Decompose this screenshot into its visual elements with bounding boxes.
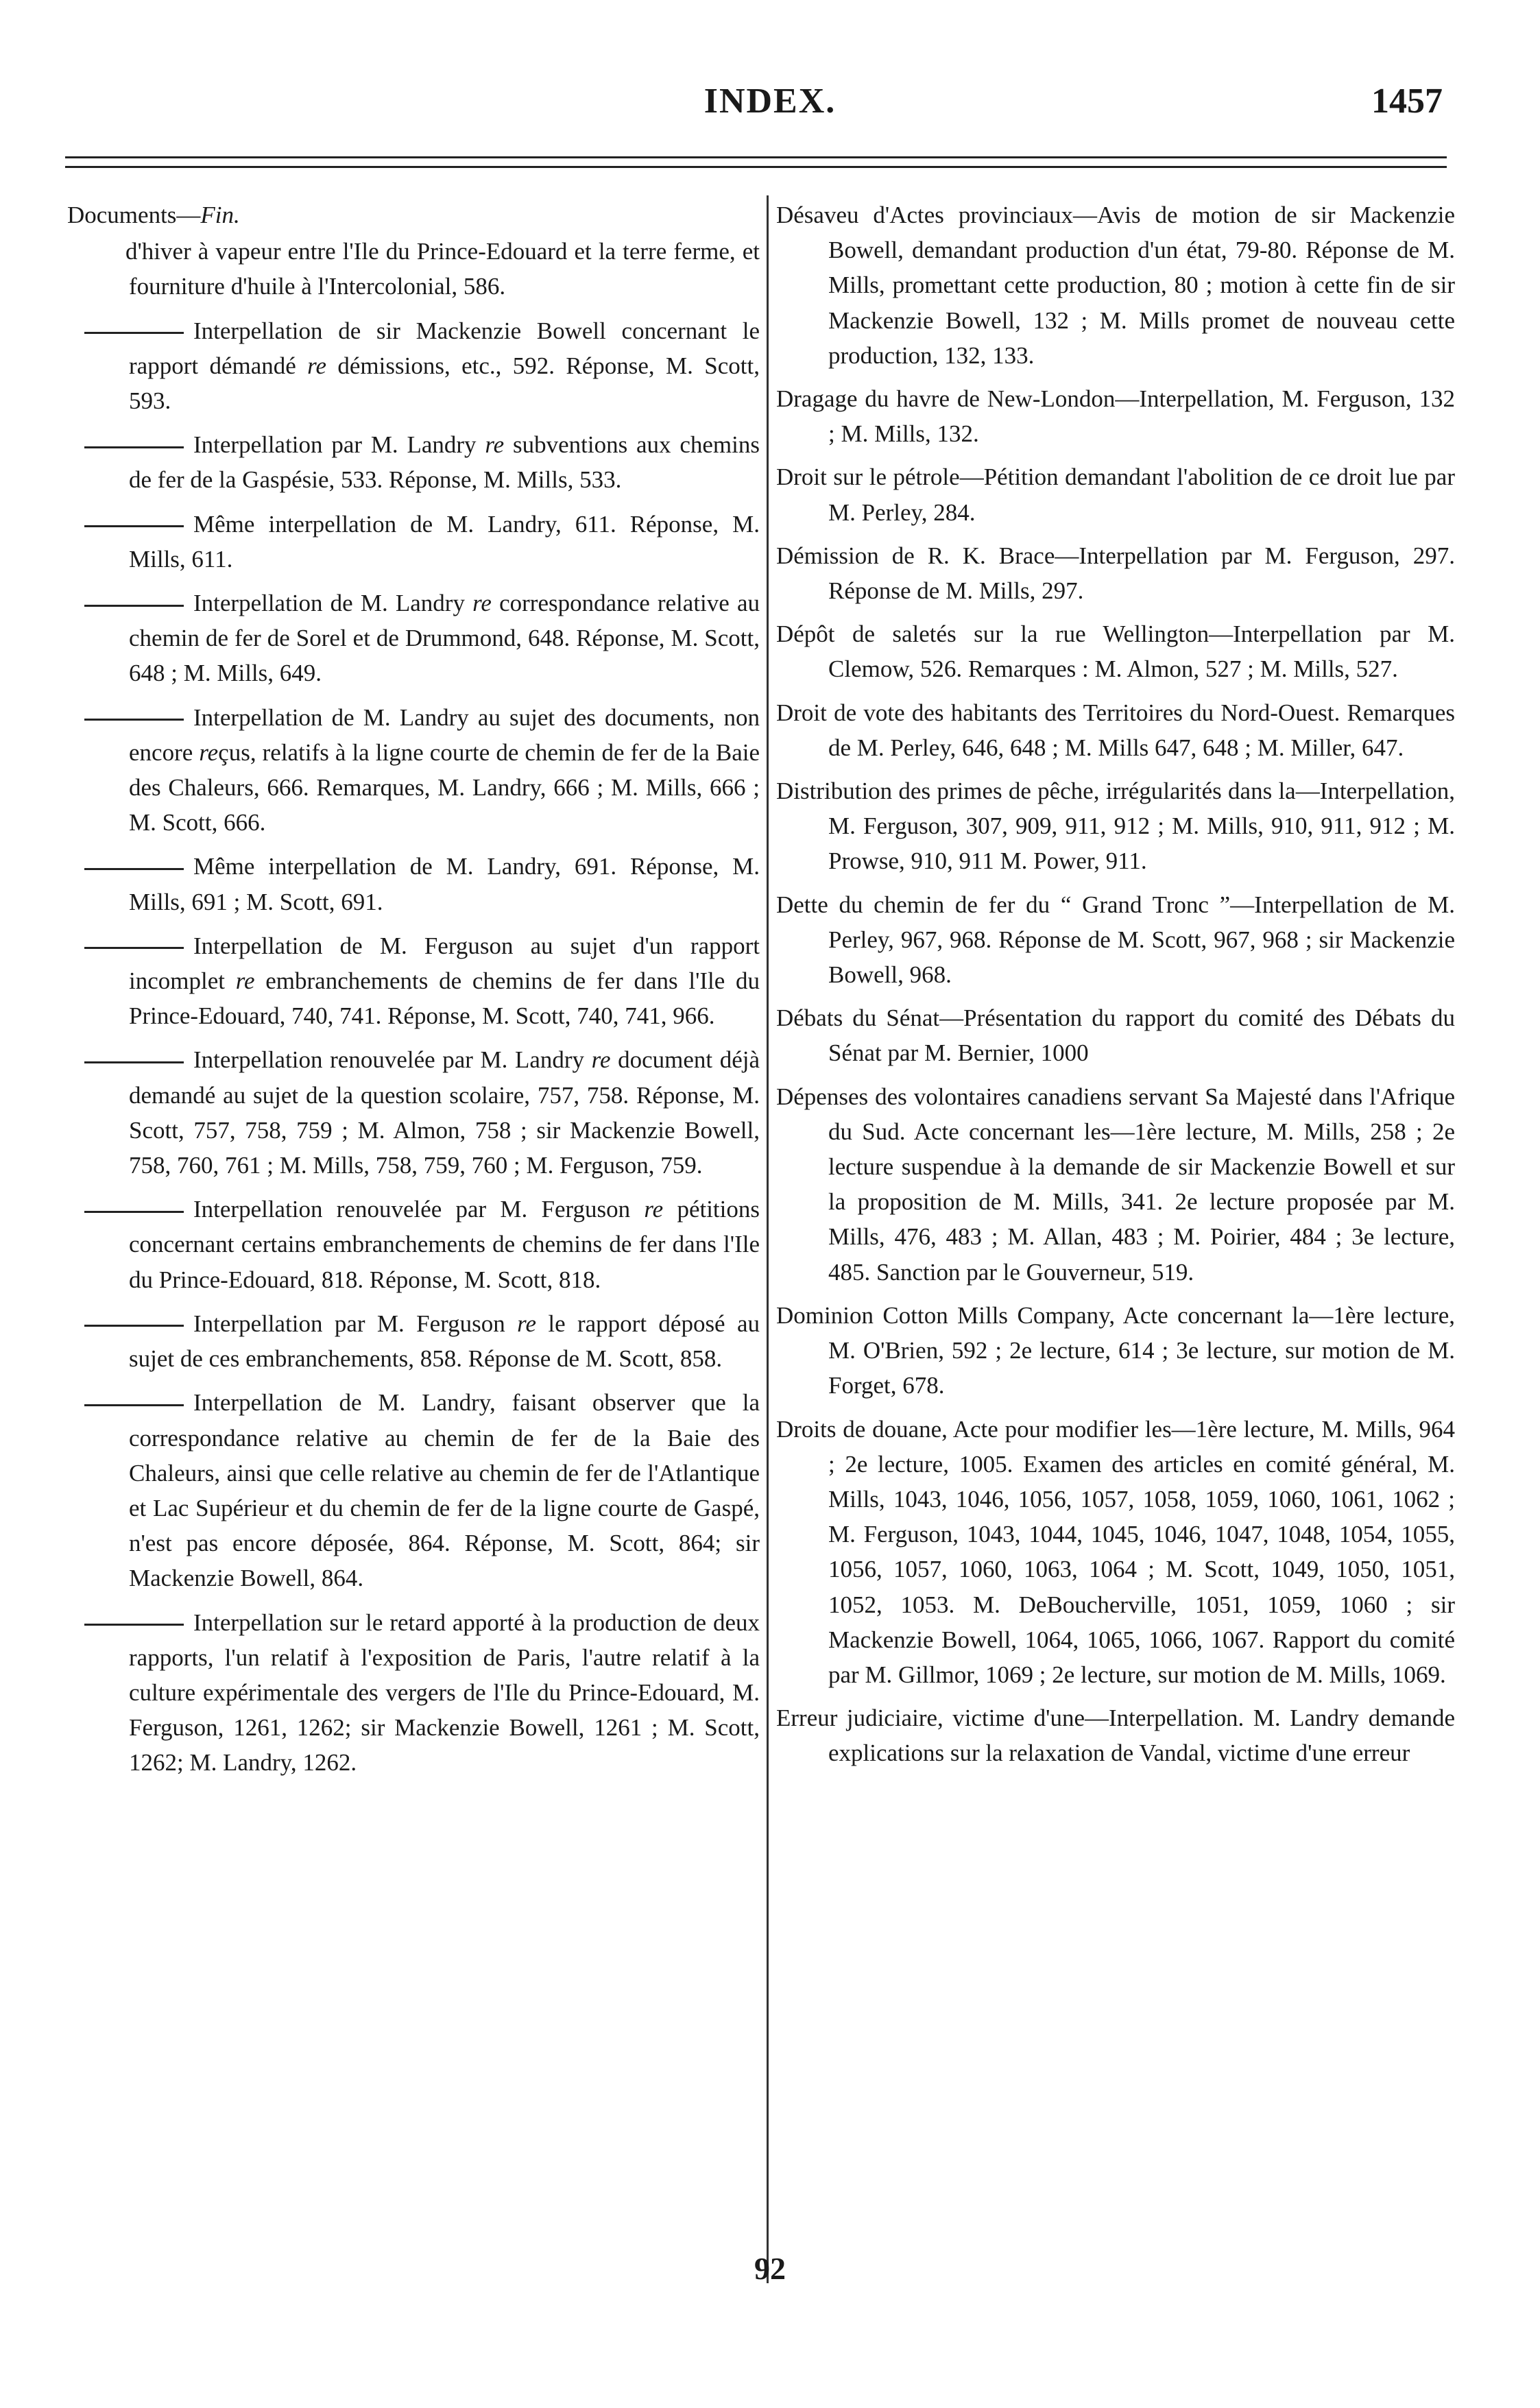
ditto-dash: [84, 1624, 184, 1626]
index-subentry: [67, 1385, 760, 1596]
subentry-text: Interpellation par M. Ferguson re le rapport déposé au sujet de ces embranchements, 858. Réponse de M. Scott, 858.: [129, 1310, 760, 1373]
re-marker: re: [485, 431, 505, 459]
re-marker: re: [307, 352, 327, 379]
index-subentry: [67, 507, 760, 577]
heading-label: Documents—: [67, 202, 201, 228]
subentry-text: Même interpellation de M. Landry, 611. Réponse, M. Mills, 611.: [129, 510, 760, 573]
page-number: 1457: [1371, 82, 1443, 121]
index-entry: Démission de R. K. Brace—Interpellation par M. Ferguson, 297. Réponse de M. Mills, 297.: [776, 542, 1455, 605]
subentry-text: Interpellation de sir Mackenzie Bowell concernant le rapport démandé re démissions, etc., 592. Réponse, M. Scott, 593.: [129, 317, 760, 415]
ditto-dash: [84, 719, 184, 721]
subentry-text: Interpellation de M. Landry re correspondance relative au chemin de fer de Sorel et de Drummond, 648. Réponse, M. Scott, 648 ; M. Mills, 649.: [129, 590, 760, 687]
re-marker: re: [644, 1196, 664, 1223]
index-subentry: [67, 1306, 760, 1376]
index-subentry: [67, 700, 760, 841]
ditto-dash: [84, 1325, 184, 1327]
re-marker: re: [472, 590, 492, 617]
ditto-dash: [84, 1211, 184, 1213]
index-subentry: [67, 928, 760, 1034]
heading-fin: Fin.: [200, 202, 240, 228]
ditto-dash: [84, 446, 184, 448]
subentry-text: Interpellation de M. Landry au sujet des documents, non encore reçus, relatifs à la ligne courte de chemin de fer de la Baie des Chaleurs, 666. Remarques, M. Landry, 666 ; M. Mills, 666 ; M. Scott, 666.: [129, 703, 760, 836]
subentry-text: Interpellation de M. Ferguson au sujet d'un rapport incomplet re embranchements de chemins de fer dans l'Ile du Prince-Edouard, 740, 741. Réponse, M. Scott, 740, 741, 966.: [129, 932, 760, 1030]
ditto-dash: [84, 525, 184, 527]
index-subentry: [67, 849, 760, 919]
index-entry: Droit de vote des habitants des Territoires du Nord-Ouest. Remarques de M. Perley, 646, 648 ; M. Mills 647, 648 ; M. Miller, 647.: [776, 699, 1455, 761]
index-entry: Distribution des primes de pêche, irrégularités dans la—Interpellation, M. Ferguson, 307, 909, 911, 912 ; M. Mills, 910, 911, 912 ; M. Prowse, 910, 911 M. Power, 911.: [776, 778, 1455, 875]
re-marker: re: [199, 738, 219, 766]
re-marker: re: [591, 1046, 611, 1074]
index-entry: Droits de douane, Acte pour modifier les—1ère lecture, M. Mills, 964 ; 2e lecture, 1005. Examen des articles en comité général, M. Mills, 1043, 1046, 1056, 1057, 1058, 1059, 1060, 1061, 1062 ; M. Ferguson, 1043, 1044, 1045, 1046, 1047, 1048, 1054, 1055, 1056, 1057, 1060, 1063, 1064 ; M. Scott, 1049, 1050, 1051, 1052, 1053. M. DeBoucherville, 1051, 1059, 1060 ; sir Mackenzie Bowell, 1064, 1065, 1066, 1067. Rapport du comité par M. Gillmor, 1069 ; 2e lecture, sur motion de M. Mills, 1069.: [776, 1415, 1455, 1688]
index-subentry: [67, 427, 760, 497]
index-subentry: [67, 1042, 760, 1183]
subentry-text: Interpellation de M. Landry, faisant observer que la correspondance relative au chemin de fer de la Baie des Chaleurs, ainsi que celle relative au chemin de fer de l'Atlantique et Lac Supérieur et du chemin de fer de la ligne courte de Gaspé, n'est pas encore déposée, 864. Réponse, M. Scott, 864; sir Mackenzie Bowell, 864.: [129, 1389, 760, 1592]
ditto-dash: [84, 332, 184, 334]
index-entry: Débats du Sénat—Présentation du rapport du comité des Débats du Sénat par M. Bernier, 1000: [776, 1004, 1455, 1067]
index-entry: Dominion Cotton Mills Company, Acte concernant la—1ère lecture, M. O'Brien, 592 ; 2e lecture, 614 ; 3e lecture, sur motion de M. Forget, 678.: [776, 1301, 1455, 1399]
index-entry: Dépôt de saletés sur la rue Wellington—Interpellation par M. Clemow, 526. Remarques : M. Almon, 527 ; M. Mills, 527.: [776, 621, 1455, 683]
header-rule-top: [65, 156, 1447, 158]
index-entry: Désaveu d'Actes provinciaux—Avis de motion de sir Mackenzie Bowell, demandant production d'un état, 79-80. Réponse de M. Mills, promettant cette production, 80 ; motion à cette fin de sir Mackenzie Bowell, 132 ; M. Mills promet de nouveau cette production, 132, 133.: [776, 202, 1455, 369]
subentry-text: Interpellation sur le retard apporté à la production de deux rapports, l'un relatif à l'exposition de Paris, l'autre relatif à la culture expérimentale des vergers de l'Ile du Prince-Edouard, M. Ferguson, 1261, 1262; sir Mackenzie Bowell, 1261 ; M. Scott, 1262; M. Landry, 1262.: [129, 1609, 760, 1777]
page-title: INDEX.: [703, 82, 837, 121]
index-subentry-first: d'hiver à vapeur entre l'Ile du Prince-Edouard et la terre ferme, et fourniture d'huile à l'Intercolonial, 586.: [125, 238, 760, 300]
right-column: [776, 197, 1455, 1779]
index-entry: Droit sur le pétrole—Pétition demandant l'abolition de ce droit lue par M. Perley, 284.: [776, 463, 1455, 526]
index-entry: Dette du chemin de fer du “ Grand Tronc ”—Interpellation de M. Perley, 967, 968. Réponse de M. Scott, 967, 968 ; sir Mackenzie Bowell, 968.: [776, 891, 1455, 989]
ditto-dash: [84, 868, 184, 870]
header-rule-bottom: [65, 166, 1447, 168]
subentry-text: Interpellation renouvelée par M. Landry re document déjà demandé au sujet de la question scolaire, 757, 758. Réponse, M. Scott, 757, 758, 759 ; M. Almon, 758 ; sir Mackenzie Bowell, 758, 760, 761 ; M. Mills, 758, 759, 760 ; M. Ferguson, 759.: [129, 1046, 760, 1179]
subentry-text: Même interpellation de M. Landry, 691. Réponse, M. Mills, 691 ; M. Scott, 691.: [129, 853, 760, 915]
index-subentry: [67, 586, 760, 691]
index-entry: Dépenses des volontaires canadiens servant Sa Majesté dans l'Afrique du Sud. Acte concernant les—1ère lecture, M. Mills, 258 ; 2e lecture suspendue à la demande de sir Mackenzie Bowell et sur la proposition de M. Mills, 341. 2e lecture proposée par M. Mills, 476, 483 ; M. Allan, 483 ; M. Poirier, 484 ; 3e lecture, 485. Sanction par le Gouverneur, 519.: [776, 1083, 1455, 1286]
ditto-dash: [84, 947, 184, 949]
re-marker: re: [517, 1310, 537, 1337]
index-subentry: [67, 1605, 760, 1781]
ditto-dash: [84, 1404, 184, 1406]
subentry-text: Interpellation renouvelée par M. Ferguson re pétitions concernant certains embranchements de chemins de fer dans l'Ile du Prince-Edouard, 818. Réponse, M. Scott, 818.: [129, 1196, 760, 1293]
ditto-dash: [84, 605, 184, 607]
ditto-dash: [84, 1061, 184, 1063]
index-heading: [67, 197, 760, 232]
index-entry: Erreur judiciaire, victime d'une—Interpellation. M. Landry demande explications sur la relaxation de Vandal, victime d'une erreur: [776, 1705, 1455, 1767]
subentry-text: Interpellation par M. Landry re subventions aux chemins de fer de la Gaspésie, 533. Réponse, M. Mills, 533.: [129, 431, 760, 494]
left-column: [67, 197, 760, 1790]
re-marker: re: [235, 967, 255, 995]
index-subentry: [67, 1192, 760, 1297]
folio-number: 92: [754, 2251, 786, 2286]
index-subentry: [67, 313, 760, 419]
column-divider: [767, 195, 769, 2283]
index-entry: Dragage du havre de New-London—Interpellation, M. Ferguson, 132 ; M. Mills, 132.: [776, 385, 1455, 448]
